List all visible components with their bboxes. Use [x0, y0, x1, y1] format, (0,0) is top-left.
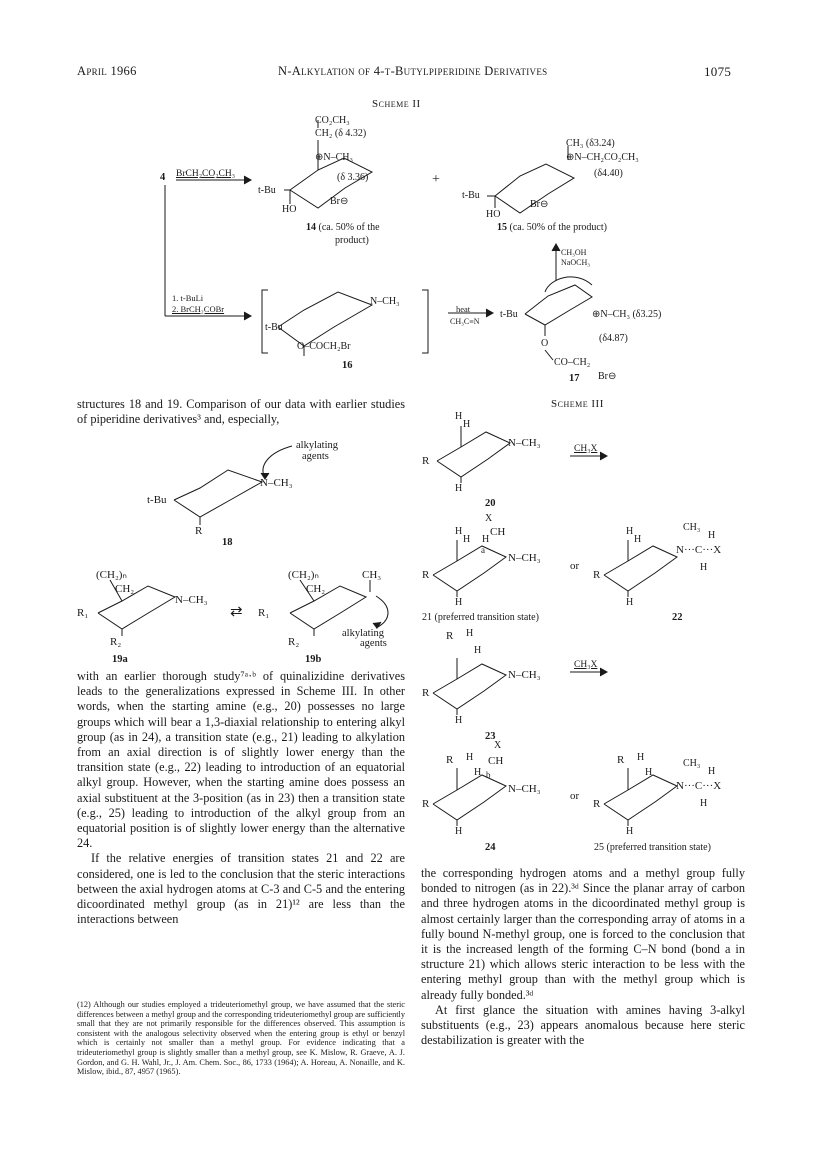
c24-h2: H: [474, 767, 482, 778]
fig19b-r1: R₁: [258, 607, 270, 619]
footnote-12: (12) Although our studies employed a trideuteriomethyl group, we have assumed that the steric differences between a methyl group and the corresponding trideuteriomethyl group are sufficiently small that they are not primarily responsible for the differences observed. This assumption is consistent with the analogous selectivity observed when the entering group is ethyl or benzyl which is certainly not smaller than a methyl group. For evidence indicating that a trideuteriomethyl group is slightly smaller than a methyl group, see K. Mislow, R. Graeve, A. J. Gordon, and G. H. Wahl, Jr., J. Am. Chem. Soc., 86, 1733 (1964); A. Horeau, A. Nonaille, and K. Mislow, ibid., 87, 4957 (1965).: [77, 1000, 405, 1077]
right-column-body: [421, 866, 745, 1048]
fig19b-ch3: CH₃: [362, 569, 382, 581]
c23-nitrogen: N–CH₃: [508, 669, 541, 681]
c15-ch3: CH₃ (δ3.24): [566, 138, 615, 149]
c22-r: R: [593, 569, 601, 581]
c22-h4: H: [700, 562, 708, 573]
fig19b-label: 19b: [305, 654, 322, 665]
header-title: N-Alkylation of 4-t-Butylpiperidine Derivatives: [278, 64, 548, 78]
c23-h2: H: [474, 645, 482, 656]
c16-ester: O–COCH₂Br: [297, 341, 351, 352]
c25-ch3: CH₃: [683, 758, 701, 769]
or-label-2: or: [570, 790, 580, 802]
c20-r: R: [422, 455, 430, 467]
c16-tbu: t-Bu: [265, 322, 283, 333]
c21-h3: H: [482, 534, 490, 545]
c25-r: R: [593, 798, 601, 810]
reagent-methyl-bromoacetate: BrCH₂CO₂CH₃: [176, 169, 236, 179]
scheme-3-title: Scheme III: [551, 398, 604, 410]
c21-h1: H: [455, 526, 463, 537]
fig18-label: 18: [222, 537, 233, 548]
c24-x: X: [494, 740, 502, 751]
c25-label: 25 (preferred transition state): [594, 842, 711, 853]
c25-h5: H: [626, 826, 634, 837]
c20-h2: H: [463, 419, 471, 430]
or-label-1: or: [570, 560, 580, 572]
fig18-label-alkylating: alkylating: [296, 440, 338, 451]
c23-r: R: [422, 687, 430, 699]
reagent-tbuli: 1. t-BuLi: [172, 293, 204, 303]
c14-co2ch3: CO₂CH₃: [315, 115, 350, 126]
c22-ch3: CH₃: [683, 522, 701, 533]
c17-shift: (δ4.87): [599, 333, 628, 344]
fig19b-ch2: CH₂: [306, 583, 326, 595]
c20-label: 20: [485, 498, 496, 509]
c24-h1: H: [466, 752, 474, 763]
c15-caption: 15 (ca. 50% of the product): [497, 222, 607, 233]
methyl-halide-reagent: CH₃X: [574, 444, 598, 454]
fig19a-label: 19a: [112, 654, 128, 665]
reagent-methoxide: NaOCH₃: [561, 258, 591, 267]
c15-shift: (δ4.40): [594, 168, 623, 179]
c24-r-top: R: [446, 754, 454, 766]
c17-carbonyl: CO–CH₂: [554, 357, 591, 368]
paragraph: If the relative energies of transition states 21 and 22 are considered, one is led to the conclusion that the steric interactions between the axial hydrogen atoms at C-3 and C-5 and the entering dicoordinated methyl group (as in 21)¹² are less than the interactions between: [77, 851, 405, 927]
c16-label: 16: [342, 360, 353, 371]
fig18-label-agents: agents: [302, 451, 329, 462]
fig19b-r2: R₂: [288, 636, 300, 648]
c24-bond-b: b: [486, 770, 491, 780]
c21-label: 21 (preferred transition state): [422, 612, 539, 623]
fig18-nitrogen: N–CH₃: [260, 477, 293, 489]
c20-nitrogen: N–CH₃: [508, 437, 541, 449]
acetonitrile-label: CH₃C≡N: [450, 317, 480, 326]
c21-r: R: [422, 569, 430, 581]
paragraph: the corresponding hydrogen atoms and a methyl group fully bonded to nitrogen (as in 22).³ᵈ Since the planar array of carbon and three hydrogen atoms in the dicoordinated methyl group is almost certainly larger than the corresponding array of atoms in a fully bound N-methyl group, one is forced to the conclusion that it is the increased length of the forming C–N bond (bond a in structure 21) which allows steric interaction to be less with the entering methyl group than with the methyl group which is already fully bonded.³ᵈ: [421, 866, 745, 1002]
c25-h4: H: [700, 798, 708, 809]
c14-nitrogen: ⊕N–CH₃: [315, 152, 353, 163]
c23-h1: H: [466, 628, 474, 639]
c17-oxygen: O: [541, 338, 549, 349]
c24-carbon: CH: [488, 755, 504, 767]
c25-h3: H: [708, 766, 716, 777]
paragraph: with an earlier thorough study⁷ᵃ·ᵇ of quinalizidine derivatives leads to the generalizations expressed in Scheme III. In other words, when the starting amine (e.g., 20) possesses no large groups which will bear a 1,3-diaxial relationship to entering alkyl group (as in 24), a transition state (e.g., 21) leading to alkylation from an axial direction is of slightly lower energy than the transition state (e.g., 22) leading to introduction of an equatorial alkyl group. However, when the starting amine does possess an axial substituent at the 3-position (as in 23) then a transition state (e.g., 25) leading to introduction of the alkyl group from an equatorial position is of slightly lower energy than the alternative 24.: [77, 669, 405, 851]
c25-n-c-x: N···C···X: [676, 780, 722, 792]
c22-h5: H: [626, 597, 634, 608]
reagent-bromoacetyl-bromide: 2. BrCH₂COBr: [172, 304, 225, 314]
c24-nitrogen: N–CH₃: [508, 783, 541, 795]
c21-carbon: CH: [490, 526, 506, 538]
c24-label: 24: [485, 842, 496, 853]
c23-r-top: R: [446, 630, 454, 642]
fig19b-alkylating: alkylating: [342, 628, 384, 639]
c21-x: X: [485, 513, 493, 524]
c16-nitrogen: N–CH₃: [370, 296, 400, 307]
c14-tbu: t-Bu: [258, 185, 276, 196]
fig19a-ch2: CH₂: [115, 583, 135, 595]
compound-4-label: 4: [160, 172, 166, 183]
c17-bromide: Br⊖: [598, 371, 617, 382]
c15-ho: HO: [486, 209, 501, 220]
paragraph: At first glance the situation with amines having 3-alkyl substituents (e.g., 23) appears anomalous because here steric destabilization is greater with the: [421, 1002, 745, 1048]
equilibrium-arrow: ⇄: [230, 604, 243, 620]
c25-h2: H: [645, 767, 653, 778]
c20-h1: H: [455, 411, 463, 422]
c14-caption-2: product): [335, 235, 369, 246]
fig18-r: R: [195, 525, 203, 537]
c22-n-c-x: N···C···X: [676, 544, 722, 556]
c15-tbu: t-Bu: [462, 190, 480, 201]
c22-h1: H: [626, 526, 634, 537]
fig19b-ch2n: (CH₂)ₙ: [288, 569, 319, 581]
page-number: 1075: [704, 64, 732, 79]
c14-caption: 14 (ca. 50% of the: [306, 222, 380, 233]
scheme-2-title: Scheme II: [372, 98, 421, 110]
paragraph: structures 18 and 19. Comparison of our data with earlier studies of piperidine derivatives³ and, especially,: [77, 397, 405, 427]
c22-h2: H: [634, 534, 642, 545]
fig19b-agents: agents: [360, 638, 387, 649]
methyl-halide-reagent-2: CH₃X: [574, 660, 598, 670]
c14-shift: (δ 3.36): [337, 172, 369, 183]
c23-h3: H: [455, 715, 463, 726]
c24-h3: H: [455, 826, 463, 837]
c25-r-top: R: [617, 754, 625, 766]
fig19a-r2: R₂: [110, 636, 122, 648]
c25-h1: H: [637, 752, 645, 763]
c24-r: R: [422, 798, 430, 810]
c17-label: 17: [569, 373, 580, 384]
c14-ho: HO: [282, 204, 297, 215]
fig19a-nitrogen: N–CH₃: [175, 594, 208, 606]
c21-bond-a: a: [481, 545, 485, 555]
fig18-tbu: t-Bu: [147, 494, 167, 506]
header-date: April 1966: [77, 64, 137, 78]
fig19a-ch2n: (CH₂)ₙ: [96, 569, 127, 581]
c22-h3: H: [708, 530, 716, 541]
c17-tbu: t-Bu: [500, 309, 518, 320]
c21-nitrogen: N–CH₃: [508, 552, 541, 564]
c17-nitrogen: ⊕N–CH₃ (δ3.25): [592, 309, 662, 320]
c23-label: 23: [485, 731, 496, 742]
c21-h2: H: [463, 534, 471, 545]
c20-h3: H: [455, 483, 463, 494]
c14-ch2: CH₂ (δ 4.32): [315, 128, 367, 139]
heat-label: heat: [456, 304, 471, 314]
reagent-methanol: CH₃OH: [561, 248, 587, 257]
c22-label: 22: [672, 612, 683, 623]
c15-nitrogen: ⊕N–CH₂CO₂CH₃: [566, 152, 639, 163]
fig19a-r1: R₁: [77, 607, 89, 619]
plus-sign: +: [432, 172, 440, 187]
c21-h4: H: [455, 597, 463, 608]
c15-bromide: Br⊖: [530, 199, 549, 210]
c14-bromide: Br⊖: [330, 196, 349, 207]
